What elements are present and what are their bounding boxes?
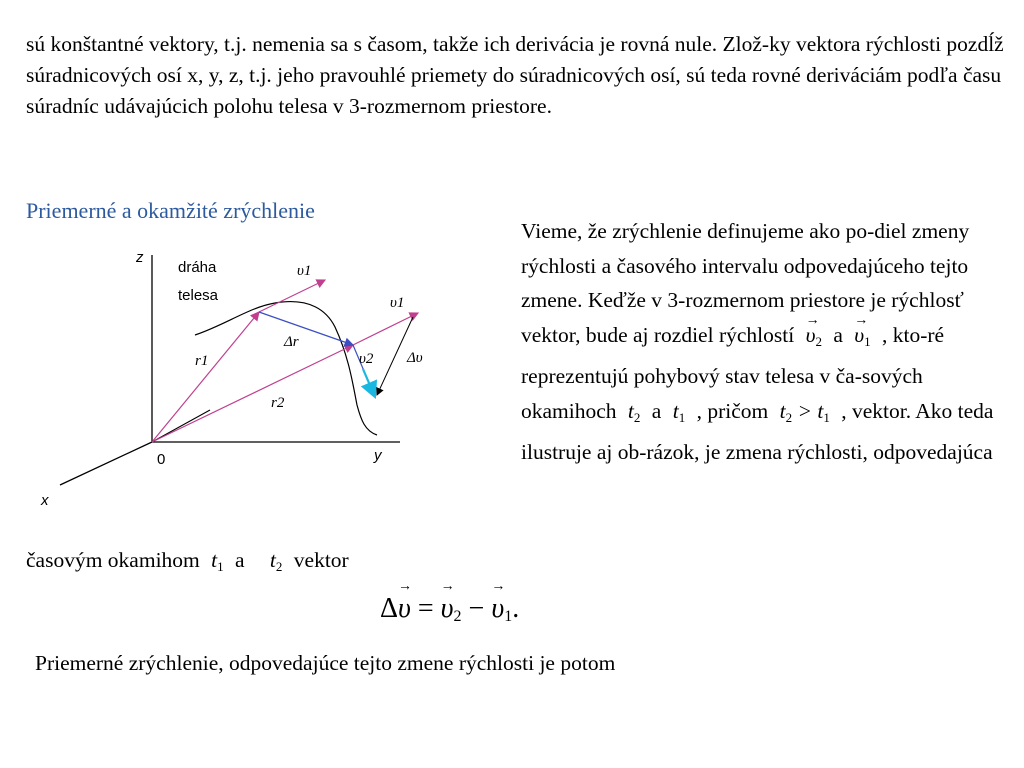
origin-label: 0 xyxy=(157,451,166,468)
v1-inline: → $\upsilon_1$ xyxy=(848,318,876,360)
v2-tip-cyan xyxy=(363,369,375,397)
section-heading: Priemerné a okamžité zrýchlenie xyxy=(26,198,315,223)
right-text-part3: , pričom xyxy=(696,398,769,423)
r2-vector xyxy=(152,345,353,442)
delta-r-vector xyxy=(259,312,353,345)
t1-inline: $t_1$ xyxy=(672,398,686,425)
and-word: a xyxy=(833,322,843,347)
and-word-2: a xyxy=(651,398,662,423)
right-text-part4: , vektor. Ako teda ilustruje aj ob-rázok, je zmena rýchlosti, odpovedajúca xyxy=(521,398,994,464)
velocity-difference-equation: Δ→ υ = → $\upsilon_2$ − → $\upsilon_1$. xyxy=(380,593,519,626)
right-paragraph xyxy=(521,214,1001,470)
t2-line2: $t_2$ xyxy=(269,548,283,574)
right-text-part2: , kto-ré reprezentujú pohybový stav telesa v ča-sových okamihoch xyxy=(521,322,945,423)
intro-paragraph: sú konštantné vektory, t.j. nemenia sa s časom, takže ich derivácia je rovná nule. Zlož-ky vektora rýchlosti pozdĺž súradnicových osí x, y, z, t.j. jeho pravouhlé priemety do súradnicových osí, sú teda rovné deriváciám podľa času súradníc udávajúcich polohu telesa v 3-rozmernom priestore. xyxy=(26,32,1004,118)
y-axis-label: y xyxy=(374,447,382,464)
v2-inline: → $\upsilon_2$ xyxy=(800,318,828,360)
v1-vector-shifted xyxy=(353,313,418,345)
path-label-line1: dráha xyxy=(178,259,217,276)
delta-r-label: Δr xyxy=(284,334,299,350)
t1-line2: $t_1$ xyxy=(211,548,224,574)
time-instants-line: časovým okamihom $t_1$ a $t_2$ vektor xyxy=(26,548,349,574)
kinematics-diagram xyxy=(35,245,423,515)
delta-v-label: Δυ xyxy=(407,350,423,366)
t2-gt-t1-inline: $t_2 > t_1$ xyxy=(779,398,830,425)
right-text-part1: Vieme, že zrýchlenie definujeme ako po-diel zmeny rýchlosti a časového intervalu odpovedajúceho tejto zmene. Keďže v 3-rozmernom priestore je rýchlosť vektor, bude aj rozdiel rýchlostí xyxy=(521,219,970,347)
x-axis-label: x xyxy=(41,492,49,509)
final-paragraph: Priemerné zrýchlenie, odpovedajúce tejto zmene rýchlosti je potom xyxy=(35,651,616,675)
v1-right-label: υ1 xyxy=(390,295,405,311)
r1-label: r1 xyxy=(195,353,209,369)
x-axis xyxy=(60,442,152,485)
r2-label: r2 xyxy=(271,395,285,411)
path-label-line2: telesa xyxy=(178,287,219,304)
v1-top-label: υ1 xyxy=(297,263,312,279)
t2-inline: $t_2$ xyxy=(627,398,641,425)
v2-label: υ2 xyxy=(359,351,374,367)
z-axis-label: z xyxy=(136,249,144,266)
